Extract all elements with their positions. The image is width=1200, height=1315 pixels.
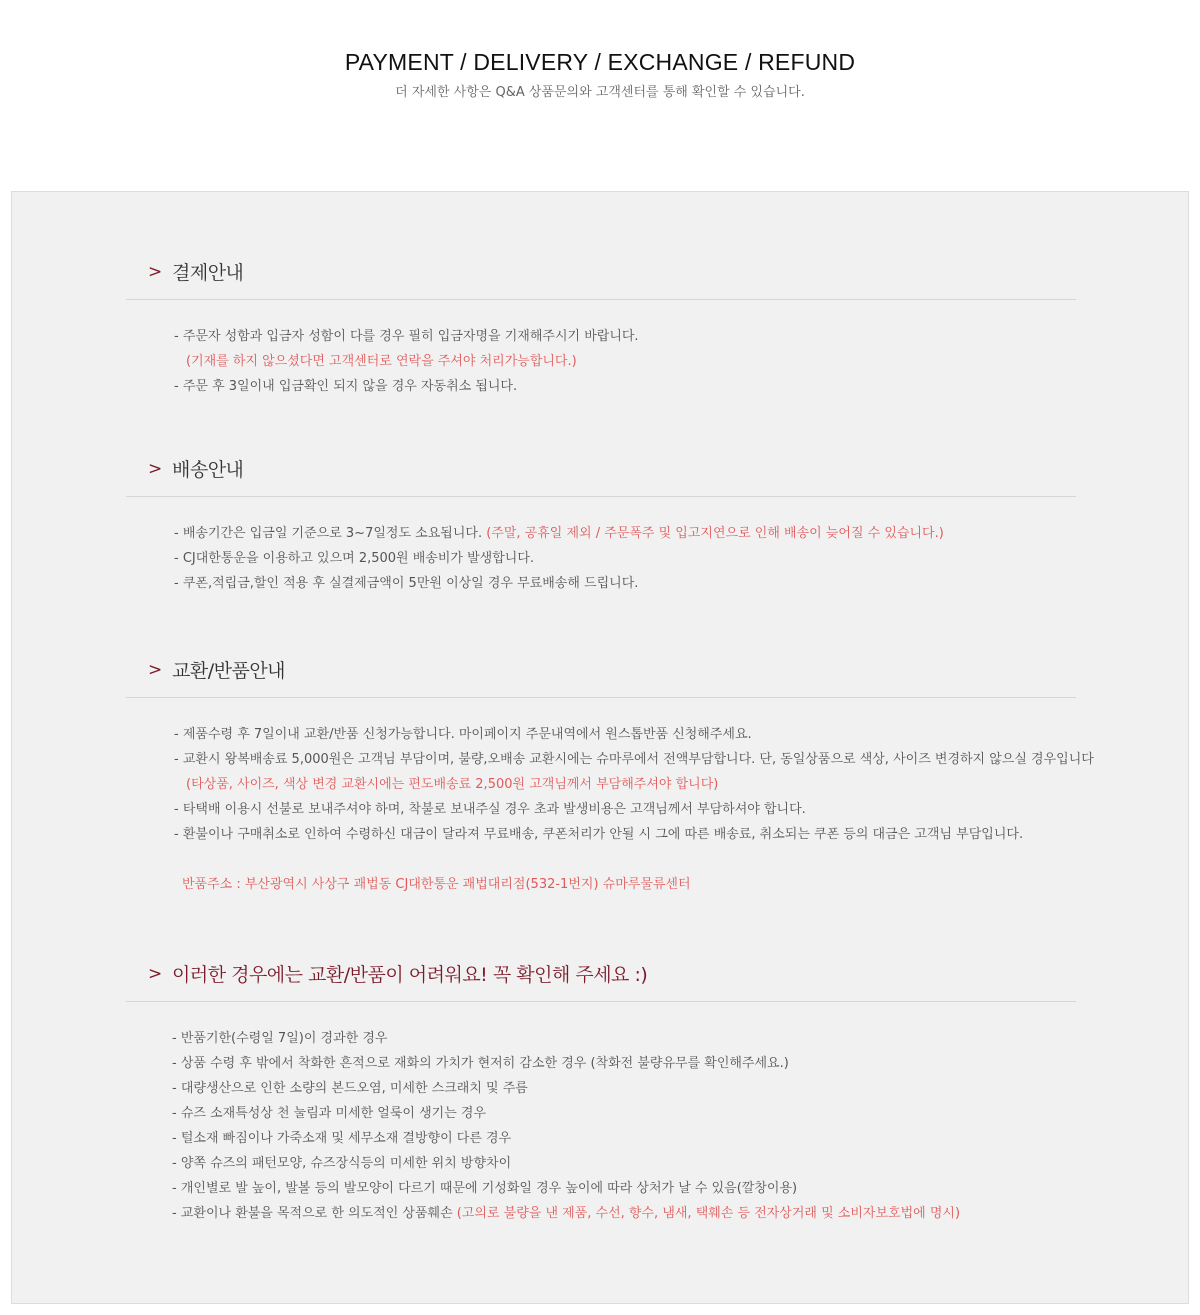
restrictions-items xyxy=(126,1002,1076,1226)
page-header xyxy=(0,0,1200,103)
exchange-section-title: 교환/반품안내 xyxy=(172,660,286,682)
chevron-right-icon: > xyxy=(148,261,163,282)
list-item: - 배송기간은 입금일 기준으로 3~7일정도 소요됩니다. (주말, 공휴일 제외 / 주문폭주 및 입고지연으로 인해 배송이 늦어질 수 있습니다.) xyxy=(174,526,944,541)
restrictions-section-title: 이러한 경우에는 교환/반품이 어려워요! 꼭 확인해 주세요 :) xyxy=(172,964,648,986)
list-item: - 환불이나 구매취소로 인하여 수령하신 대금이 달라져 무료배송, 쿠폰처리가 안될 시 그에 따른 배송료, 취소되는 쿠폰 등의 대금은 고객님 부담입니다. xyxy=(174,827,1024,842)
delivery-section-title: 배송안내 xyxy=(172,459,244,481)
page-subtitle: 더 자세한 사항은 Q&A 상품문의와 고객센터를 통해 확인할 수 있습니다. xyxy=(395,85,805,100)
list-item: - 개인별로 발 높이, 발볼 등의 발모양이 다르기 때문에 기성화일 경우 높이에 따라 상처가 날 수 있음(깔창이용) xyxy=(172,1181,798,1196)
chevron-right-icon: > xyxy=(148,963,163,984)
spacer xyxy=(174,847,1076,872)
exchange-section xyxy=(126,642,1094,897)
list-item: - 제품수령 후 7일이내 교환/반품 신청가능합니다. 마이페이지 주문내역에서 원스톱반품 신청해주세요. xyxy=(174,727,752,742)
list-item: - 주문 후 3일이내 입금확인 되지 않을 경우 자동취소 됩니다. xyxy=(174,379,518,394)
list-item-note: (고의로 불량을 낸 제품, 수선, 향수, 냄새, 택훼손 등 전자상거래 및 소비자보호법에 명시) xyxy=(456,1206,961,1221)
delivery-section xyxy=(126,441,1076,596)
return-address: 반품주소 : 부산광역시 사상구 괘법동 CJ대한통운 괘법대리점(532-1번지) 슈마루물류센터 xyxy=(182,877,691,892)
list-item: - 털소재 빠짐이나 가죽소재 및 세무소재 결방향이 다른 경우 xyxy=(172,1131,512,1146)
list-item: - 상품 수령 후 밖에서 착화한 흔적으로 재화의 가치가 현저히 감소한 경우 (착화전 불량유무를 확인해주세요.) xyxy=(172,1056,789,1071)
list-item: - 타택배 이용시 선불로 보내주셔야 하며, 착불로 보내주실 경우 초과 발생비용은 고객님께서 부담하셔야 합니다. xyxy=(174,802,806,817)
delivery-items xyxy=(126,497,1076,596)
delivery-section-header xyxy=(126,441,1076,497)
list-item-note: (주말, 공휴일 제외 / 주문폭주 및 입고지연으로 인해 배송이 늦어질 수 있습니다.) xyxy=(486,526,944,541)
restrictions-section xyxy=(126,946,1076,1226)
exchange-section-header xyxy=(126,642,1076,698)
chevron-right-icon: > xyxy=(148,659,163,680)
payment-section-header xyxy=(126,244,1076,300)
chevron-right-icon: > xyxy=(148,458,163,479)
list-item: - 슈즈 소재특성상 천 눌림과 미세한 얼룩이 생기는 경우 xyxy=(172,1106,487,1121)
payment-section xyxy=(126,244,1076,399)
list-item: - 대량생산으로 인한 소량의 본드오염, 미세한 스크래치 및 주름 xyxy=(172,1081,528,1096)
page-title: PAYMENT / DELIVERY / EXCHANGE / REFUND xyxy=(344,49,856,75)
list-item-note: (기재를 하지 않으셨다면 고객센터로 연락을 주셔야 처리가능합니다.) xyxy=(186,354,577,369)
restrictions-section-header xyxy=(126,946,1076,1002)
list-item: - 교환이나 환불을 목적으로 한 의도적인 상품훼손 (고의로 불량을 낸 제품, 수선, 향수, 냄새, 택훼손 등 전자상거래 및 소비자보호법에 명시) xyxy=(172,1206,961,1221)
payment-section-title: 결제안내 xyxy=(172,262,244,284)
payment-items xyxy=(126,300,1076,399)
exchange-items xyxy=(126,698,1094,897)
list-item: - 교환시 왕복배송료 5,000원은 고객님 부담이며, 불량,오배송 교환시에는 슈마루에서 전액부담합니다. 단, 동일상품으로 색상, 사이즈 변경하지 않으실 경우입니다 xyxy=(174,752,1094,767)
list-item: - 양쪽 슈즈의 패턴모양, 슈즈장식등의 미세한 위치 방향차이 xyxy=(172,1156,512,1171)
list-item: - 주문자 성함과 입금자 성함이 다를 경우 필히 입금자명을 기재해주시기 바랍니다. xyxy=(174,329,639,344)
info-panel xyxy=(11,191,1189,1304)
list-item: - 반품기한(수령일 7일)이 경과한 경우 xyxy=(172,1031,388,1046)
list-item: - CJ대한통운을 이용하고 있으며 2,500원 배송비가 발생합니다. xyxy=(174,551,535,566)
list-item-note: (타상품, 사이즈, 색상 변경 교환시에는 편도배송료 2,500원 고객님께서 부담해주셔야 합니다) xyxy=(186,777,719,792)
list-item: - 쿠폰,적립금,할인 적용 후 실결제금액이 5만원 이상일 경우 무료배송해 드립니다. xyxy=(174,576,639,591)
